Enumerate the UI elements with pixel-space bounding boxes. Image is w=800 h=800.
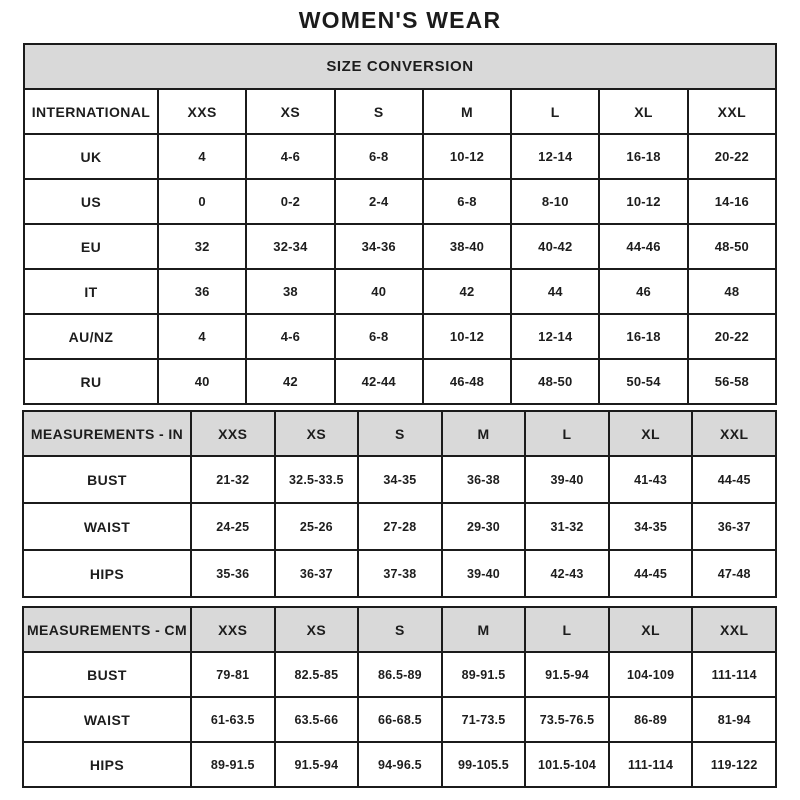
value-cell: 36 bbox=[158, 269, 246, 314]
value-cell: 10-12 bbox=[423, 314, 511, 359]
value-cell: 31-32 bbox=[525, 503, 609, 550]
value-cell: 6-8 bbox=[335, 134, 423, 179]
value-cell: 12-14 bbox=[511, 314, 599, 359]
value-cell: 2-4 bbox=[335, 179, 423, 224]
value-cell: 34-36 bbox=[335, 224, 423, 269]
value-cell: 66-68.5 bbox=[358, 697, 442, 742]
value-cell: 63.5-66 bbox=[275, 697, 359, 742]
value-cell: 99-105.5 bbox=[442, 742, 526, 787]
value-cell: 86-89 bbox=[609, 697, 693, 742]
value-cell: 12-14 bbox=[511, 134, 599, 179]
value-cell: 10-12 bbox=[599, 179, 687, 224]
column-header-s: S bbox=[358, 411, 442, 456]
value-cell: 27-28 bbox=[358, 503, 442, 550]
column-header-xxl: XXL bbox=[692, 411, 776, 456]
table-row bbox=[24, 269, 776, 314]
value-cell: 40 bbox=[158, 359, 246, 404]
page-title: WOMEN'S WEAR bbox=[298, 7, 502, 33]
row-label: IT bbox=[24, 269, 158, 314]
table-row bbox=[23, 456, 776, 503]
column-header-xs: XS bbox=[275, 607, 359, 652]
size-conversion-banner: SIZE CONVERSION bbox=[24, 44, 776, 89]
value-cell: 8-10 bbox=[511, 179, 599, 224]
value-cell: 71-73.5 bbox=[442, 697, 526, 742]
column-header-xs: XS bbox=[246, 89, 334, 134]
value-cell: 104-109 bbox=[609, 652, 693, 697]
row-label: RU bbox=[24, 359, 158, 404]
value-cell: 20-22 bbox=[688, 314, 776, 359]
row-label: HIPS bbox=[23, 550, 191, 597]
value-cell: 40-42 bbox=[511, 224, 599, 269]
value-cell: 44-46 bbox=[599, 224, 687, 269]
value-cell: 39-40 bbox=[525, 456, 609, 503]
value-cell: 39-40 bbox=[442, 550, 526, 597]
size-conversion-table bbox=[23, 43, 777, 405]
table-row bbox=[24, 359, 776, 404]
value-cell: 44-45 bbox=[609, 550, 693, 597]
value-cell: 82.5-85 bbox=[275, 652, 359, 697]
table-row bbox=[24, 224, 776, 269]
table-row bbox=[24, 134, 776, 179]
column-header-l: L bbox=[511, 89, 599, 134]
value-cell: 0 bbox=[158, 179, 246, 224]
value-cell: 73.5-76.5 bbox=[525, 697, 609, 742]
value-cell: 38-40 bbox=[423, 224, 511, 269]
size-conversion-label-header: INTERNATIONAL bbox=[24, 89, 158, 134]
column-header-xs: XS bbox=[275, 411, 359, 456]
column-header-s: S bbox=[335, 89, 423, 134]
row-label: BUST bbox=[23, 456, 191, 503]
value-cell: 20-22 bbox=[688, 134, 776, 179]
size-conversion-banner-row bbox=[24, 44, 776, 89]
value-cell: 48-50 bbox=[688, 224, 776, 269]
column-header-s: S bbox=[358, 607, 442, 652]
value-cell: 61-63.5 bbox=[191, 697, 275, 742]
value-cell: 46 bbox=[599, 269, 687, 314]
column-header-m: M bbox=[442, 607, 526, 652]
value-cell: 50-54 bbox=[599, 359, 687, 404]
measurements-cm-table bbox=[22, 606, 777, 788]
value-cell: 35-36 bbox=[191, 550, 275, 597]
measurements-in-table bbox=[22, 410, 777, 598]
value-cell: 119-122 bbox=[692, 742, 776, 787]
value-cell: 44 bbox=[511, 269, 599, 314]
column-header-xxs: XXS bbox=[191, 607, 275, 652]
value-cell: 6-8 bbox=[335, 314, 423, 359]
table-row bbox=[24, 179, 776, 224]
value-cell: 4 bbox=[158, 314, 246, 359]
value-cell: 4 bbox=[158, 134, 246, 179]
size-conversion-header-row bbox=[24, 89, 776, 134]
value-cell: 6-8 bbox=[423, 179, 511, 224]
row-label: HIPS bbox=[23, 742, 191, 787]
value-cell: 25-26 bbox=[275, 503, 359, 550]
column-header-l: L bbox=[525, 607, 609, 652]
value-cell: 36-38 bbox=[442, 456, 526, 503]
value-cell: 111-114 bbox=[609, 742, 693, 787]
column-header-xl: XL bbox=[609, 411, 693, 456]
measurements-cm-header-row bbox=[23, 607, 776, 652]
column-header-l: L bbox=[525, 411, 609, 456]
value-cell: 36-37 bbox=[275, 550, 359, 597]
row-label: WAIST bbox=[23, 697, 191, 742]
row-label: EU bbox=[24, 224, 158, 269]
value-cell: 16-18 bbox=[599, 134, 687, 179]
value-cell: 79-81 bbox=[191, 652, 275, 697]
value-cell: 42 bbox=[246, 359, 334, 404]
value-cell: 42-43 bbox=[525, 550, 609, 597]
column-header-xl: XL bbox=[599, 89, 687, 134]
value-cell: 44-45 bbox=[692, 456, 776, 503]
value-cell: 24-25 bbox=[191, 503, 275, 550]
value-cell: 56-58 bbox=[688, 359, 776, 404]
table-row bbox=[23, 550, 776, 597]
value-cell: 47-48 bbox=[692, 550, 776, 597]
table-row bbox=[23, 652, 776, 697]
value-cell: 10-12 bbox=[423, 134, 511, 179]
row-label: US bbox=[24, 179, 158, 224]
value-cell: 89-91.5 bbox=[442, 652, 526, 697]
value-cell: 36-37 bbox=[692, 503, 776, 550]
value-cell: 0-2 bbox=[246, 179, 334, 224]
column-header-xxl: XXL bbox=[692, 607, 776, 652]
value-cell: 48-50 bbox=[511, 359, 599, 404]
row-label: UK bbox=[24, 134, 158, 179]
measurements-in-label-header: MEASUREMENTS - IN bbox=[23, 411, 191, 456]
value-cell: 4-6 bbox=[246, 134, 334, 179]
value-cell: 101.5-104 bbox=[525, 742, 609, 787]
value-cell: 29-30 bbox=[442, 503, 526, 550]
table-row bbox=[23, 742, 776, 787]
row-label: BUST bbox=[23, 652, 191, 697]
measurements-in-header-row bbox=[23, 411, 776, 456]
value-cell: 32 bbox=[158, 224, 246, 269]
column-header-xxs: XXS bbox=[158, 89, 246, 134]
value-cell: 4-6 bbox=[246, 314, 334, 359]
table-row bbox=[23, 697, 776, 742]
value-cell: 81-94 bbox=[692, 697, 776, 742]
column-header-m: M bbox=[423, 89, 511, 134]
column-header-xl: XL bbox=[609, 607, 693, 652]
value-cell: 37-38 bbox=[358, 550, 442, 597]
column-header-xxl: XXL bbox=[688, 89, 776, 134]
row-label: AU/NZ bbox=[24, 314, 158, 359]
value-cell: 32-34 bbox=[246, 224, 334, 269]
value-cell: 111-114 bbox=[692, 652, 776, 697]
value-cell: 46-48 bbox=[423, 359, 511, 404]
value-cell: 38 bbox=[246, 269, 334, 314]
value-cell: 86.5-89 bbox=[358, 652, 442, 697]
value-cell: 34-35 bbox=[358, 456, 442, 503]
table-row bbox=[24, 314, 776, 359]
row-label: WAIST bbox=[23, 503, 191, 550]
value-cell: 32.5-33.5 bbox=[275, 456, 359, 503]
column-header-xxs: XXS bbox=[191, 411, 275, 456]
value-cell: 16-18 bbox=[599, 314, 687, 359]
value-cell: 94-96.5 bbox=[358, 742, 442, 787]
value-cell: 41-43 bbox=[609, 456, 693, 503]
value-cell: 21-32 bbox=[191, 456, 275, 503]
value-cell: 91.5-94 bbox=[275, 742, 359, 787]
value-cell: 89-91.5 bbox=[191, 742, 275, 787]
table-row bbox=[23, 503, 776, 550]
value-cell: 40 bbox=[335, 269, 423, 314]
value-cell: 42-44 bbox=[335, 359, 423, 404]
measurements-cm-label-header: MEASUREMENTS - CM bbox=[23, 607, 191, 652]
value-cell: 42 bbox=[423, 269, 511, 314]
column-header-m: M bbox=[442, 411, 526, 456]
value-cell: 14-16 bbox=[688, 179, 776, 224]
value-cell: 48 bbox=[688, 269, 776, 314]
value-cell: 34-35 bbox=[609, 503, 693, 550]
value-cell: 91.5-94 bbox=[525, 652, 609, 697]
